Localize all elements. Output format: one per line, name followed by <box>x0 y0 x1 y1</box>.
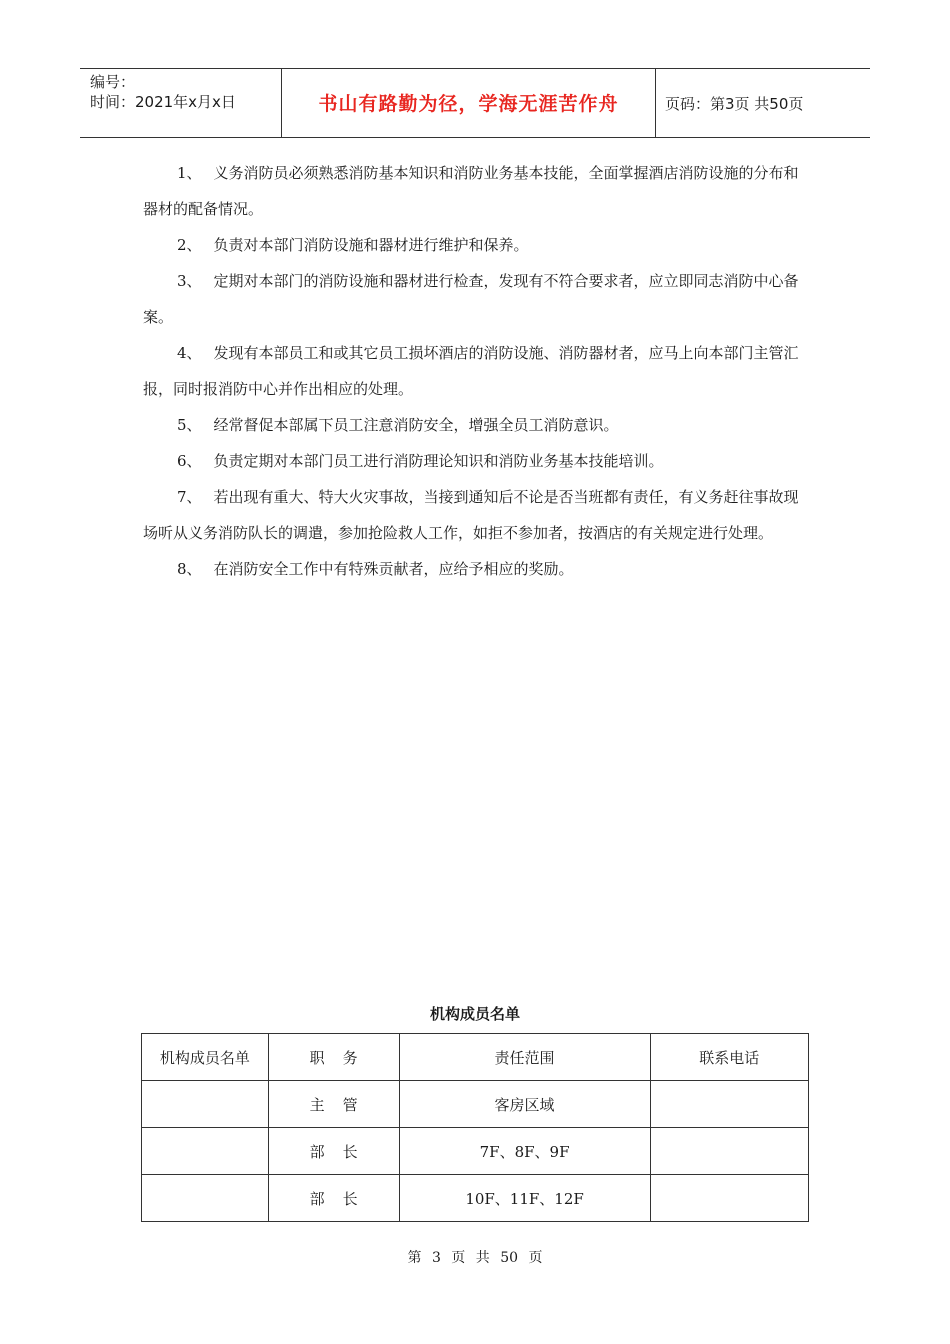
table-cell: 主管 <box>268 1081 399 1128</box>
page-header <box>80 68 870 138</box>
date-label: 时间：2021年x月x日 <box>90 93 236 111</box>
list-item <box>143 335 803 407</box>
table-row <box>142 1175 809 1222</box>
list-item <box>143 443 803 479</box>
number-label: 编号： <box>90 73 136 91</box>
list-item <box>143 263 803 335</box>
item-number: 5、 <box>177 416 202 434</box>
page-info: 页码：第3页 共50页 <box>665 95 804 113</box>
table-cell: 10F、11F、12F <box>399 1175 650 1222</box>
item-number: 7、 <box>177 488 202 506</box>
item-text: 负责定期对本部门员工进行消防理论知识和消防业务基本技能培训。 <box>213 452 664 470</box>
table-header-row <box>142 1034 809 1081</box>
table-cell <box>650 1175 808 1222</box>
item-number: 3、 <box>177 272 202 290</box>
duty-list <box>143 155 803 587</box>
header-cell: 责任范围 <box>399 1034 650 1081</box>
item-number: 2、 <box>177 236 202 254</box>
item-text: 发现有本部员工和或其它员工损坏酒店的消防设施、消防器材者，应马上向本部门主管汇报，同时报消防中心并作出相应的处理。 <box>143 344 799 398</box>
header-meta <box>80 69 282 137</box>
members-table <box>141 1033 809 1222</box>
header-cell: 联系电话 <box>650 1034 808 1081</box>
page-footer: 第 3 页 共 50 页 <box>407 1250 543 1266</box>
slogan: 书山有路勤为径，学海无涯苦作舟 <box>318 93 619 115</box>
table-row <box>142 1128 809 1175</box>
header-cell: 机构成员名单 <box>142 1034 269 1081</box>
list-item <box>143 227 803 263</box>
table-cell <box>650 1081 808 1128</box>
table-title: 机构成员名单 <box>429 1005 520 1023</box>
header-cell: 职务 <box>268 1034 399 1081</box>
list-item <box>143 551 803 587</box>
list-item <box>143 479 803 551</box>
item-number: 6、 <box>177 452 202 470</box>
table-cell: 客房区域 <box>399 1081 650 1128</box>
table-cell: 部长 <box>268 1175 399 1222</box>
table-cell: 7F、8F、9F <box>399 1128 650 1175</box>
item-text: 若出现有重大、特大火灾事故，当接到通知后不论是否当班都有责任，有义务赶往事故现场听从义务消防队长的调遣，参加抢险救人工作，如拒不参加者，按酒店的有关规定进行处理。 <box>143 488 799 542</box>
list-item <box>143 407 803 443</box>
item-text: 定期对本部门的消防设施和器材进行检查，发现有不符合要求者，应立即同志消防中心备案。 <box>143 272 799 326</box>
table-cell <box>650 1128 808 1175</box>
list-item <box>143 155 803 227</box>
item-text: 义务消防员必须熟悉消防基本知识和消防业务基本技能，全面掌握酒店消防设施的分布和器材的配备情况。 <box>143 164 799 218</box>
table-row <box>142 1081 809 1128</box>
table-cell <box>142 1081 269 1128</box>
header-page-cell <box>656 69 870 137</box>
item-text: 在消防安全工作中有特殊贡献者，应给予相应的奖励。 <box>213 560 574 578</box>
item-number: 1、 <box>177 164 202 182</box>
table-cell <box>142 1128 269 1175</box>
item-text: 经常督促本部属下员工注意消防安全，增强全员工消防意识。 <box>213 416 619 434</box>
item-text: 负责对本部门消防设施和器材进行维护和保养。 <box>213 236 529 254</box>
header-slogan-cell <box>282 69 656 137</box>
item-number: 4、 <box>177 344 202 362</box>
table-cell <box>142 1175 269 1222</box>
item-number: 8、 <box>177 560 202 578</box>
table-cell: 部长 <box>268 1128 399 1175</box>
